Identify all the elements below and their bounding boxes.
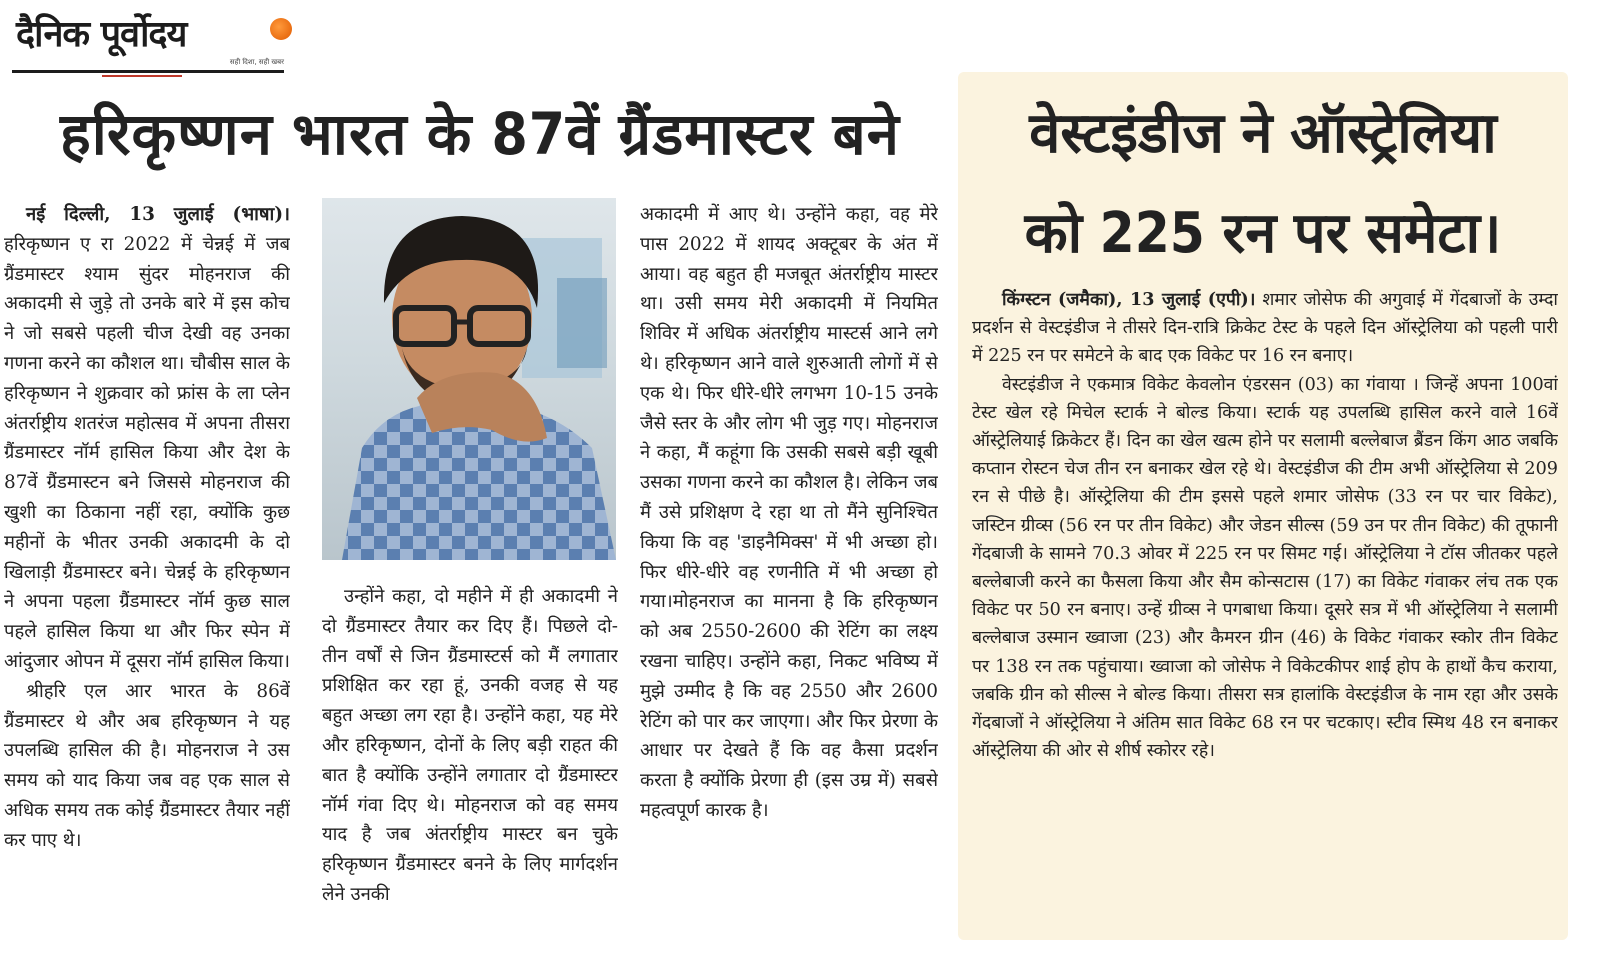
right-story-headline-line-1: वेस्टइंडीज ने ऑस्ट्रेलिया xyxy=(1029,101,1497,166)
right-story-box xyxy=(958,72,1568,940)
left-story-paragraph: अकादमी में आए थे। उन्होंने कहा, वह मेरे पास 2022 में शायद अक्टूबर के अंत में आया। वह बहुत ही मजबूत अंतर्राष्ट्रीय मास्टर था। उसी समय मेरी अकादमी में नियमित शिविर में अधिक अंतर्राष्ट्रीय मास्टर्स आने लगे थे। हरिकृष्णन आने वाले शुरुआती लोगों में से एक थे। फिर धीरे-धीरे लगभग 10-15 उनके जैसे स्तर के और लोग भी जुड़ गए। मोहनराज ने कहा, मैं कहूंगा कि उसकी सबसे बड़ी खूबी उसका गणना करने का कौशल है। लेकिन जब मैं उसे प्रशिक्षण दे रहा था तो मैंने सुनिश्चित किया कि वह 'डाइनैमिक्स' में भी अच्छा हो।फिर धीरे-धीरे वह रणनीति में भी अच्छा हो गया।मोहनराज का मानना है कि हरिकृष्णन को अब 2550-2600 की रेटिंग का लक्ष्य रखना चाहिए। उन्होंने कहा, निकट भविष्य में मुझे उम्मीद है कि वह 2550 और 2600 रेटिंग को पार कर जाएगा। और फिर प्रेरणा के आधार पर देखते हैं कि वह कैसा प्रदर्शन करता है क्योंकि प्रेरणा ही (इस उम्र में) सबसे महत्वपूर्ण कारक है। xyxy=(640,204,938,821)
masthead xyxy=(12,8,284,72)
left-story-paragraph: श्रीहरि एल आर भारत के 86वें ग्रैंडमास्टर थे और अब हरिकृष्णन ने यह उपलब्धि हासिल की है। मोहनराज ने उस समय को याद किया जब वह एक साल से अधिक समय तक कोई ग्रैंडमास्टर तैयार नहीं कर पाए थे। xyxy=(4,680,290,851)
left-story-column-2 xyxy=(322,582,618,932)
player-photo xyxy=(322,198,616,560)
right-story-paragraph: वेस्टइंडीज ने एकमात्र विकेट केवलोन एंडरसन (03) का गंवाया । जिन्हें अपना 100वां टेस्ट खेल रहे मिचेल स्टार्क ने बोल्ड किया। स्टार्क यह उपलब्धि हासिल करने वाले 16वें ऑस्ट्रेलियाई क्रिकेटर हैं। दिन का खेल खत्म होने पर सलामी बल्लेबाज ब्रैंडन किंग आठ जबकि कप्तान रोस्टन चेज तीन रन बनाकर खेल रहे थे। वेस्टइंडीज की टीम अभी ऑस्ट्रेलिया से 209 रन से पीछे है। ऑस्ट्रेलिया की टीम इससे पहले शमार जोसेफ (33 रन पर चार विकेट), जस्टिन ग्रीव्स (56 रन पर तीन विकेट) और जेडन सील्स (59 उन पर तीन विकेट) की तूफानी गेंदबाजी के सामने 70.3 ओवर में 225 रन पर सिमट गई। ऑस्ट्रेलिया ने टॉस जीतकर पहले बल्लेबाजी करने का फैसला किया और सैम कोन्सटास (17) का विकेट गंवाकर लंच तक एक विकेट पर 50 रन बनाए। उन्हें ग्रीव्स ने पगबाधा किया। दूसरे सत्र में भी ऑस्ट्रेलिया ने सलामी बल्लेबाज उस्मान ख्वाजा (23) और कैमरन ग्रीन (46) के विकेट गंवाकर स्कोर तीन विकेट पर 138 रन तक पहुंचाया। ख्वाजा को जोसेफ ने विकेटकीपर शाई होप के हाथों कैच कराया, जबकि ग्रीन को सील्स ने बोल्ड किया। तीसरा सत्र हालांकि वेस्टइंडीज के नाम रहा और उसके गेंदबाजों ने ऑस्ट्रेलिया ने अंतिम सात विकेट 68 रन पर चटकाए। स्टीव स्मिथ 48 रन बनाकर ऑस्ट्रेलिया की ओर से शीर्ष स्कोरर रहे। xyxy=(972,374,1558,762)
masthead-rule xyxy=(12,70,284,73)
right-story-body xyxy=(972,286,1558,936)
left-story-headline: हरिकृष्णन भारत के 87वें ग्रैंडमास्टर बने xyxy=(60,100,900,168)
left-story-paragraph: हरिकृष्णन ए रा 2022 में चेन्नई में जब ग्रैंडमास्टर श्याम सुंदर मोहनराज की अकादमी से जुड़े तो उनके बारे में इस कोच ने जो सबसे पहली चीज देखी वह उनका गणना करने का कौशल था। चौबीस साल के हरिकृष्णन ने शुक्रवार को फ्रांस के ला प्लेन अंतर्राष्ट्रीय शतरंज महोत्सव में अपना तीसरा ग्रैंडमास्टर नॉर्म हासिल किया और देश के 87वें ग्रैंडमास्टन बने जिससे मोहनराज की खुशी का ठिकाना नहीं रहा, क्योंकि कुछ महीनों के भीतर उनकी अकादमी के दो खिलाड़ी ग्रैंडमास्टर बने। चेन्नई के हरिकृष्णन ने अपना पहला ग्रैंडमास्टर नॉर्म कुछ साल पहले हासिल किया था और फिर स्पेन में आंदुजार ओपन में दूसरा नॉर्म हासिल किया। xyxy=(4,233,290,672)
right-story-headline xyxy=(958,84,1568,284)
left-story-column-3 xyxy=(640,200,938,930)
masthead-accent-rule xyxy=(102,75,182,77)
sun-logo-icon xyxy=(270,18,292,40)
left-story-paragraph: उन्होंने कहा, दो महीने में ही अकादमी ने दो ग्रैंडमास्टर तैयार कर दिए हैं। पिछले दो-तीन वर्षों से जिन ग्रैंडमास्टर्स को मैं लगातार प्रशिक्षित कर रहा हूं, उनकी वजह से यह बहुत अच्छा लग रहा है। उन्होंने कहा, यह मेरे और हरिकृष्णन, दोनों के लिए बड़ी राहत की बात है क्योंकि उन्होंने लगातार दो ग्रैंडमास्टर नॉर्म गंवा दिए थे। मोहनराज को वह समय याद है जब अंतर्राष्ट्रीय मास्टर बन चुके हरिकृष्णन ग्रैंडमास्टर बनने के लिए मार्गदर्शन लेने उनकी xyxy=(322,586,618,905)
player-portrait-image xyxy=(322,198,616,560)
right-story-headline-line-2: को 225 रन पर समेटा। xyxy=(1024,201,1502,266)
right-story-dateline: किंग्स्टन (जमैका), 13 जुलाई (एपी)। xyxy=(1002,289,1256,310)
right-story-paragraph: शमार जोसेफ की अगुवाई में गेंदबाजों के उम्दा प्रदर्शन से वेस्टइंडीज ने तीसरे दिन-रात्रि क्रिकेट टेस्ट के पहले दिन ऑस्ट्रेलिया को पहली पारी में 225 रन पर समेटने के बाद एक विकेट पर 16 रन बनाए। xyxy=(972,290,1558,367)
left-story-column-1 xyxy=(4,200,290,930)
masthead-tagline: सही दिशा, सही खबर xyxy=(229,58,284,66)
left-story-dateline: नई दिल्ली, 13 जुलाई (भाषा)। xyxy=(26,204,290,225)
masthead-name: दैनिक पूर्वोदय xyxy=(16,13,187,55)
